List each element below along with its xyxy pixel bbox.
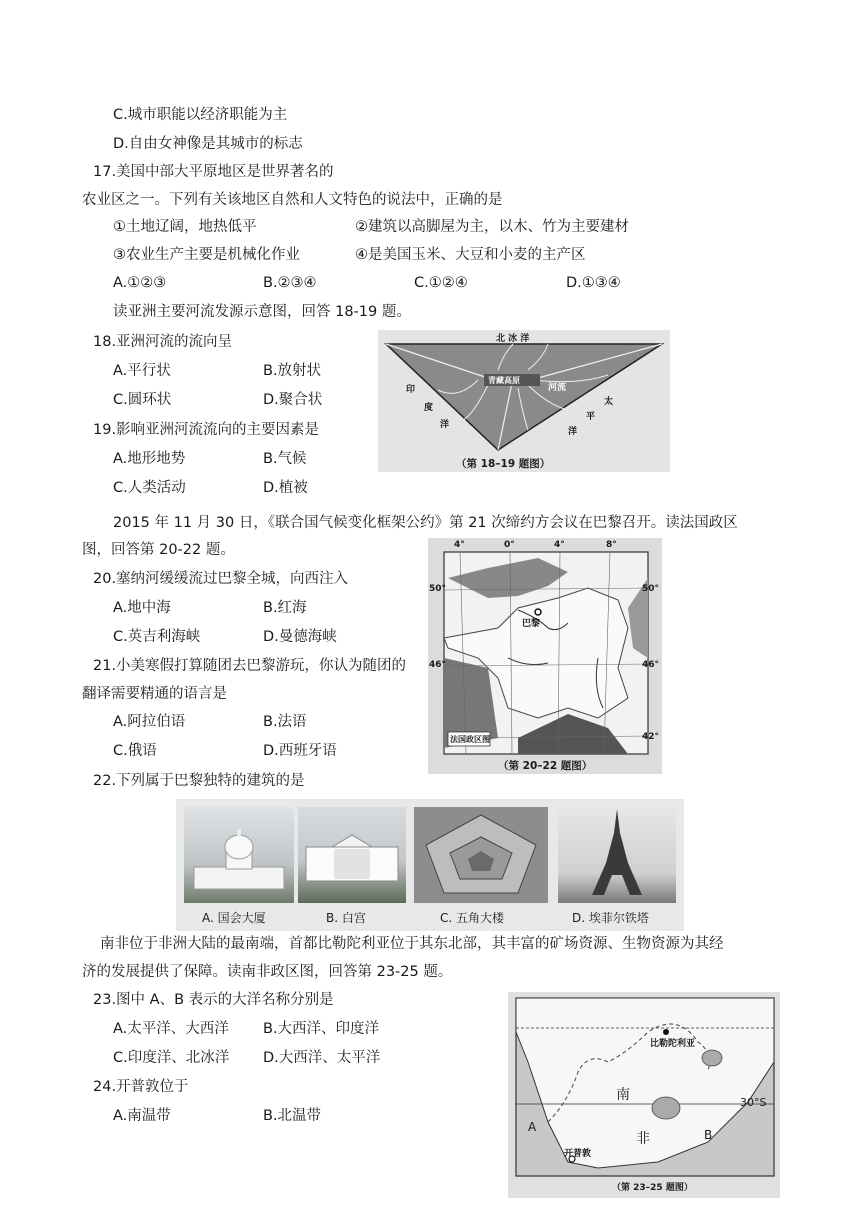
q23-option-a: A.太平洋、大西洋 (113, 1021, 229, 1037)
france-lon-3: 4° (554, 540, 565, 550)
france-lat-42: 42° (642, 732, 660, 742)
q18-19-intro: 读亚洲主要河流发源示意图，回答 18-19 题。 (113, 304, 411, 320)
q23-option-b: B.大西洋、印度洋 (263, 1021, 380, 1037)
asia-plateau-label: 青藏高原 (488, 376, 520, 385)
q23-25-intro-line1: 南非位于非洲大陆的最南端，首都比勒陀利亚位于其东北部，其丰富的矿场资源、生物资源为其经 (100, 936, 724, 952)
asia-indian-char2: 度 (424, 403, 434, 413)
map-south-char: 南 (616, 1087, 630, 1103)
q19-option-d: D.植被 (263, 480, 308, 496)
q21-option-d: D.西班牙语 (263, 743, 337, 759)
q17-statement-1: ①土地辽阔，地热低平 (113, 219, 257, 235)
sa-figure-caption: （第 23–25 题图） (612, 1183, 693, 1193)
q17-statement-2: ②建筑以高脚屋为主，以木、竹为主要建材 (355, 219, 629, 235)
q17-stem-line2: 农业区之一。下列有关该地区自然和人文特色的说法中，正确的是 (82, 192, 503, 208)
asia-indian-char1: 印 (406, 385, 416, 395)
map-africa-char: 非 (636, 1131, 650, 1147)
q17-option-c: C.①②④ (414, 275, 468, 291)
q18-option-a: A.平行状 (113, 363, 171, 379)
capetown-label: 开普敦 (564, 1149, 592, 1159)
capitol-building-icon (184, 807, 294, 903)
france-lon-2: 0° (504, 540, 515, 550)
paris-label: 巴黎 (522, 619, 541, 629)
q24-option-b: B.北温带 (263, 1108, 322, 1124)
q17-statement-3: ③农业生产主要是机械化作业 (113, 247, 300, 263)
q20-option-c: C.英吉利海峡 (113, 629, 201, 645)
q21-option-b: B.法语 (263, 714, 307, 730)
q18-option-d: D.聚合状 (263, 392, 323, 408)
france-lat-50-right: 50° (642, 584, 660, 594)
asia-pacific-char3: 洋 (568, 427, 578, 437)
q23-option-c: C.印度洋、北冰洋 (113, 1050, 230, 1066)
q17-option-b: B.②③④ (263, 275, 317, 291)
eiffel-tower-icon (558, 803, 676, 903)
q24-stem: 24.开普敦位于 (93, 1079, 189, 1095)
q19-option-c: C.人类活动 (113, 480, 186, 496)
q20-22-intro-line1: 2015 年 11 月 30 日，《联合国气候变化框架公约》第 21 次缔约方会议在巴黎召开。读法国政区 (113, 515, 738, 531)
q23-option-d: D.大西洋、太平洋 (263, 1050, 381, 1066)
asia-arctic-label: 北 冰 洋 (496, 334, 530, 344)
q20-22-intro-line2: 图，回答第 20-22 题。 (82, 542, 235, 558)
q21-stem-line1: 21.小美寒假打算随团去巴黎游玩，你认为随团的 (93, 658, 407, 674)
q18-option-b: B.放射状 (263, 363, 322, 379)
pentagon-icon (414, 807, 548, 903)
asia-rivers-diagram (378, 330, 670, 472)
asia-pacific-char1: 太 (604, 397, 614, 407)
q17-option-a: A.①②③ (113, 275, 167, 291)
south-africa-map (508, 992, 780, 1198)
photo-label-d: D. 埃菲尔铁塔 (572, 911, 649, 925)
q24-option-a: A.南温带 (113, 1108, 171, 1124)
ocean-a-label: A (528, 1120, 537, 1134)
buildings-photo-strip (176, 799, 684, 931)
asia-river-label: 河流 (548, 383, 567, 393)
q16-option-d: D.自由女神像是其城市的标志 (113, 136, 303, 152)
white-house-icon (298, 807, 406, 903)
pretoria-label: 比勒陀利亚 (650, 1039, 696, 1049)
q21-stem-line2: 翻译需要精通的语言是 (82, 686, 227, 702)
q23-25-intro-line2: 济的发展提供了保障。读南非政区图，回答第 23-25 题。 (82, 964, 453, 980)
asia-indian-char3: 洋 (440, 420, 450, 430)
france-figure-caption: （第 20–22 题图） (498, 760, 593, 772)
photo-label-b: B. 白宫 (326, 911, 366, 925)
q16-option-c: C.城市职能以经济职能为主 (113, 107, 288, 123)
pentagon-photo (414, 807, 548, 903)
q20-option-b: B.红海 (263, 600, 307, 616)
q17-statement-4: ④是美国玉米、大豆和小麦的主产区 (355, 247, 586, 263)
asia-figure-caption: （第 18–19 题图） (456, 458, 551, 470)
ocean-b-label: B (704, 1128, 713, 1142)
photo-label-c: C. 五角大楼 (440, 911, 505, 925)
q21-option-c: C.俄语 (113, 743, 157, 759)
q22-stem: 22.下列属于巴黎独特的建筑的是 (93, 773, 305, 789)
france-lon-1: 4° (454, 540, 465, 550)
eiffel-photo (558, 803, 676, 903)
q17-option-d: D.①③④ (566, 275, 621, 291)
q19-stem: 19.影响亚洲河流流向的主要因素是 (93, 422, 320, 438)
q19-option-a: A.地形地势 (113, 451, 186, 467)
asia-rivers-figure (378, 330, 670, 472)
south-africa-map-figure (508, 992, 780, 1198)
france-map-legend: 法国政区图 (450, 735, 490, 744)
q18-option-c: C.圆环状 (113, 392, 172, 408)
q20-option-d: D.曼德海峡 (263, 629, 337, 645)
q19-option-b: B.气候 (263, 451, 307, 467)
q18-stem: 18.亚洲河流的流向呈 (93, 334, 233, 350)
france-lat-50-left: 50° (429, 584, 447, 594)
france-lat-46-right: 46° (642, 660, 660, 670)
q20-stem: 20.塞纳河缓缓流过巴黎全城，向西注入 (93, 571, 349, 587)
q23-stem: 23.图中 A、B 表示的大洋名称分别是 (93, 992, 334, 1008)
q21-option-a: A.阿拉伯语 (113, 714, 186, 730)
france-map-figure (428, 538, 662, 774)
lat-30s-label: 30°S (740, 1096, 767, 1109)
france-lon-4: 8° (606, 540, 617, 550)
q20-option-a: A.地中海 (113, 600, 171, 616)
capitol-photo (184, 807, 294, 903)
photo-label-a: A. 国会大厦 (202, 911, 266, 925)
q17-stem-line1: 17.美国中部大平原地区是世界著名的 (93, 164, 334, 180)
france-lat-46-left: 46° (429, 660, 447, 670)
asia-pacific-char2: 平 (586, 412, 596, 422)
white-house-photo (298, 807, 406, 903)
